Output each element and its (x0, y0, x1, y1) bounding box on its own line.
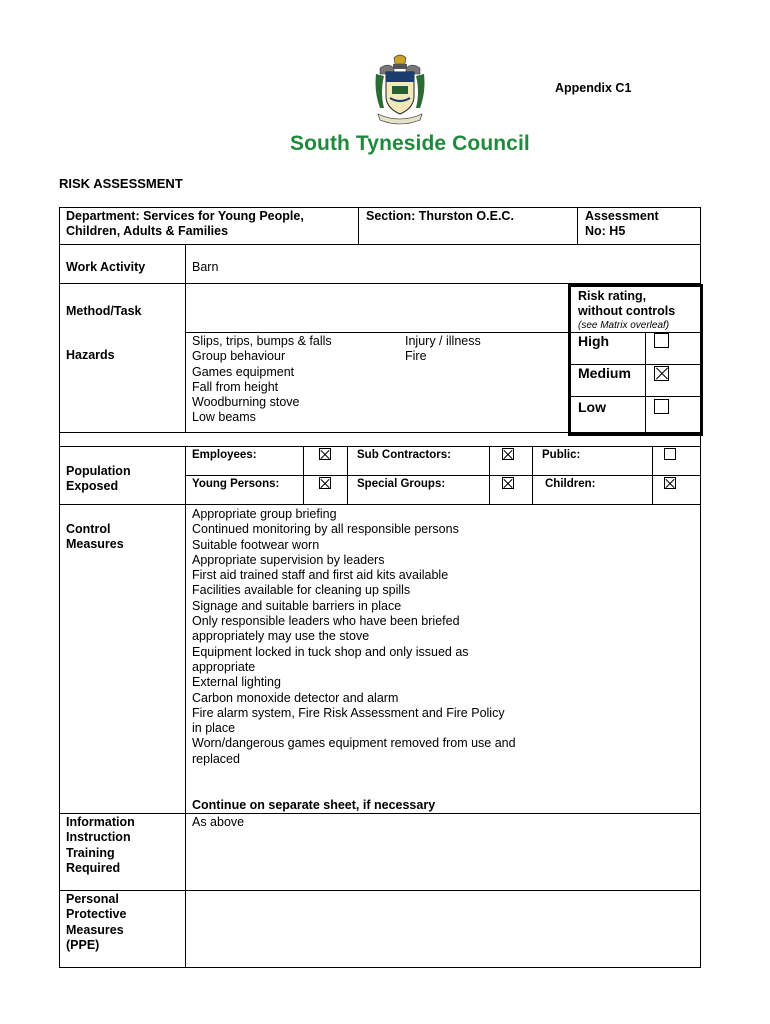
risk-rating-title-line-2: without controls (578, 304, 676, 319)
risk-level-medium-checkbox[interactable] (654, 366, 669, 381)
risk-level-high-label: High (578, 333, 610, 349)
risk-rating-note: (see Matrix overleaf) (578, 320, 670, 331)
population-employees-checkbox[interactable] (319, 448, 331, 460)
ppe-label-line-1: Personal (66, 892, 119, 906)
hazard-item: Injury / illness (405, 334, 481, 348)
document-title: RISK ASSESSMENT (59, 176, 183, 191)
control-measure-line: Appropriate supervision by leaders (192, 552, 385, 567)
control-measure-line: First aid trained staff and first aid kits available (192, 568, 449, 583)
population-label-line-1: Population (66, 464, 131, 478)
control-measure-line: Only responsible leaders who have been briefed (192, 614, 460, 629)
hazard-item: Slips, trips, bumps & falls (192, 334, 332, 348)
risk-rating-title (578, 289, 675, 320)
appendix-label: Appendix C1 (555, 81, 632, 95)
population-special-groups-label: Special Groups: (357, 478, 446, 490)
ppe-label (66, 892, 126, 953)
risk-level-medium-label: Medium (578, 365, 631, 381)
ppe-label-line-3: Measures (66, 922, 124, 937)
hazards-label: Hazards (66, 348, 115, 362)
department-line-2: Children, Adults & Families (66, 224, 229, 239)
control-measure-line: Appropriate group briefing (192, 507, 337, 521)
hazard-item: Games equipment (192, 364, 295, 379)
information-value: As above (192, 815, 245, 829)
population-label (66, 464, 131, 495)
control-measure-line: Suitable footwear worn (192, 537, 320, 552)
population-young-persons-checkbox[interactable] (319, 477, 331, 489)
assessment-number-cell (585, 209, 659, 240)
control-measures-label-line-1: Control (66, 522, 111, 536)
risk-level-low-checkbox[interactable] (654, 399, 669, 414)
council-name: South Tyneside Council (290, 132, 530, 155)
hazards-list-right (405, 334, 481, 365)
ppe-label-line-2: Protective (66, 907, 127, 922)
work-activity-label: Work Activity (66, 260, 146, 274)
control-measure-line: Fire alarm system, Fire Risk Assessment and Fire Policy (192, 705, 505, 720)
hazard-item: Woodburning stove (192, 395, 300, 410)
control-measures-list (192, 507, 516, 767)
hazard-item: Low beams (192, 410, 256, 425)
hazards-list-left (192, 334, 332, 426)
risk-rating-title-line-1: Risk rating, (578, 289, 647, 303)
section-cell: Section: Thurston O.E.C. (366, 209, 514, 223)
hazard-item: Fall from height (192, 379, 279, 394)
control-measure-line: Signage and suitable barriers in place (192, 598, 402, 613)
control-measure-line: in place (192, 721, 236, 736)
department-cell (66, 209, 304, 240)
population-label-line-2: Exposed (66, 479, 119, 494)
information-label-line-1: Information (66, 815, 135, 829)
hazard-item-text: Fire (405, 349, 427, 364)
continue-note: Continue on separate sheet, if necessary (192, 798, 436, 812)
control-measure-line: Worn/dangerous games equipment removed from use and (192, 736, 516, 751)
risk-level-low-label: Low (578, 399, 606, 415)
assessment-line-2: No: H5 (585, 224, 626, 239)
council-crest-logo (372, 52, 428, 130)
information-label-line-4: Required (66, 860, 121, 875)
risk-level-high-checkbox[interactable] (654, 333, 669, 348)
control-measure-line: Equipment locked in tuck shop and only issued as (192, 644, 469, 659)
population-special-groups-checkbox[interactable] (502, 477, 514, 489)
population-children-label: Children: (545, 478, 596, 490)
control-measures-label-line-2: Measures (66, 537, 124, 552)
control-measure-line: External lighting (192, 675, 281, 690)
method-task-label: Method/Task (66, 304, 142, 318)
population-public-checkbox[interactable] (664, 448, 676, 460)
population-subcontractors-checkbox[interactable] (502, 448, 514, 460)
ppe-label-line-4: (PPE) (66, 937, 100, 952)
control-measure-line: Carbon monoxide detector and alarm (192, 690, 399, 705)
hazard-item: Group behaviour (192, 349, 286, 364)
control-measure-line: replaced (192, 751, 240, 766)
population-young-persons-label: Young Persons: (192, 478, 280, 490)
department-line-1: Department: Services for Young People, (66, 209, 304, 223)
assessment-line-1: Assessment (585, 209, 659, 223)
population-subcontractors-label: Sub Contractors: (357, 449, 451, 461)
information-label-line-3: Training (66, 845, 115, 860)
control-measure-line: Facilities available for cleaning up spills (192, 583, 411, 598)
information-label (66, 815, 135, 876)
control-measure-line: appropriate (192, 659, 256, 674)
population-public-label: Public: (542, 449, 581, 461)
hazard-item (405, 349, 481, 364)
control-measures-label (66, 522, 124, 553)
control-measure-line: appropriately may use the stove (192, 629, 370, 644)
population-children-checkbox[interactable] (664, 477, 676, 489)
population-employees-label: Employees: (192, 449, 257, 461)
work-activity-value: Barn (192, 260, 219, 274)
control-measure-line: Continued monitoring by all responsible persons (192, 522, 459, 537)
information-label-line-2: Instruction (66, 830, 131, 845)
